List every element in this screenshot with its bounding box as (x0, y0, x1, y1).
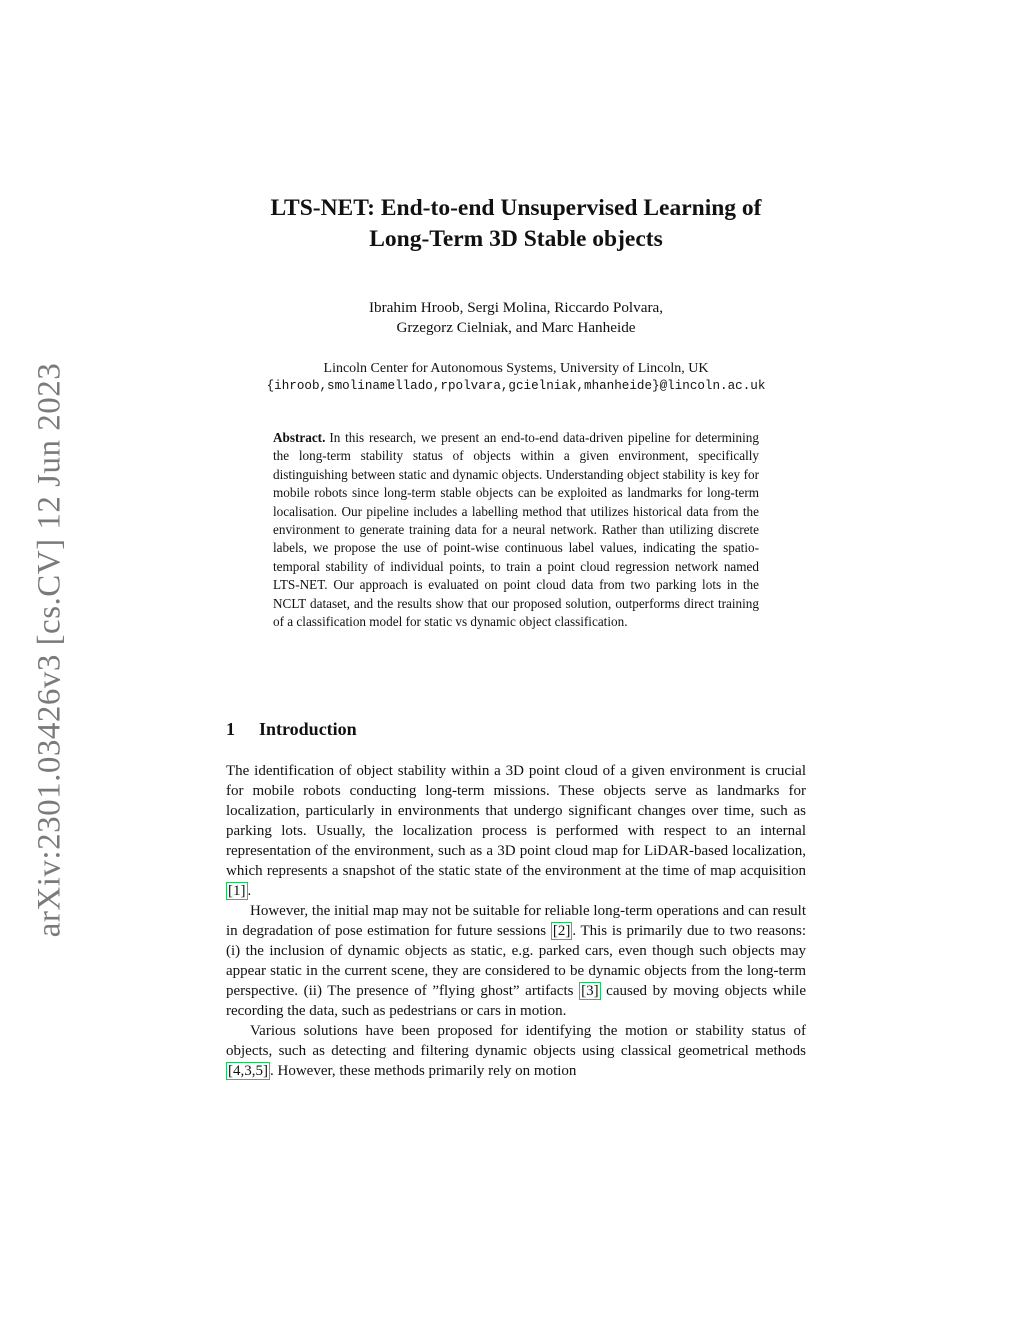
paragraph-3-text-b: . However, these methods primarily rely on motion (270, 1063, 577, 1079)
authors-line-2: Grzegorz Cielniak, and Marc Hanheide (396, 319, 636, 336)
citation-link[interactable]: [3] (581, 983, 599, 999)
introduction-body (226, 761, 806, 1081)
paragraph-2 (226, 901, 806, 1021)
title-line-1: LTS-NET: End-to-end Unsupervised Learning of (270, 195, 762, 221)
title-line-2: Long-Term 3D Stable objects (369, 226, 663, 252)
paragraph-2-text-b: . This is primarily due to two reasons: (i) the inclusion of dynamic objects as static, e.g. parked cars, even though such objects may appear static in the current scene, they are considered to be dynamic objects from the long-term perspective. (ii) The presence of ”flying ghost” artifacts (226, 923, 806, 999)
citation-link[interactable]: [2] (552, 923, 571, 939)
paragraph-2-text-a: However, the initial map may not be suitable for reliable long-term operations and can result in degradation of pose estimation for future sessions (226, 903, 806, 939)
abstract-text: In this research, we present an end-to-end data-driven pipeline for determining the long-term stability status of objects within a given environment, specifically distinguishing between static and dynamic objects. Understanding object stability is key for mobile robots since long-term stable objects can be exploited as landmarks for long-term localisation. Our pipeline includes a labelling method that utilizes historical data from the environment to generate training data for a neural network. Rather than utilizing discrete labels, we propose the use of point-wise continuous label values, indicating the spatio-temporal stability of individual points, to train a point cloud regression network named LTS-NET. Our approach is evaluated on point cloud data from two parking lots in the NCLT dataset, and the results show that our proposed solution, outperforms direct training of a classification model for static vs dynamic object classification. (273, 430, 759, 630)
paragraph-3 (226, 1021, 806, 1081)
paper-title (226, 193, 806, 255)
author-emails: {ihroob,smolinamellado,rpolvara,gcielniak,mhanheide}@lincoln.ac.uk (266, 379, 766, 393)
citation-link[interactable]: [4,3,5] (228, 1063, 268, 1079)
paragraph-2-text-c: caused by moving objects while recording the data, such as pedestrians or cars in motion. (226, 983, 806, 1019)
paper-header (226, 193, 806, 395)
abstract (273, 429, 759, 631)
paragraph-1 (226, 761, 806, 901)
citation-link[interactable]: [1] (228, 883, 246, 899)
section-title: Introduction (259, 719, 357, 739)
abstract-label: Abstract. (273, 430, 326, 445)
author-list (226, 298, 806, 338)
affiliation-block (226, 359, 806, 395)
section-heading (226, 719, 357, 740)
arxiv-side-stamp: arXiv:2301.03426v3 [cs.CV] 12 Jun 2023 (31, 362, 68, 938)
paragraph-1-end: . (247, 883, 252, 899)
affiliation: Lincoln Center for Autonomous Systems, University of Lincoln, UK (323, 361, 709, 376)
paragraph-3-text-a: Various solutions have been proposed for identifying the motion or stability status of objects, such as detecting and filtering dynamic objects using classical geometrical methods (226, 1023, 806, 1059)
paragraph-1-text: The identification of object stability within a 3D point cloud of a given environment is crucial for mobile robots conducting long-term missions. These objects serve as landmarks for localization, particularly in environments that undergo significant changes over time, such as parking lots. Usually, the localization process is performed with respect to an internal representation of the environment, such as a 3D point cloud map for LiDAR-based localization, which represents a snapshot of the static state of the environment at the time of map acquisition (226, 763, 806, 879)
authors-line-1: Ibrahim Hroob, Sergi Molina, Riccardo Polvara, (368, 299, 664, 316)
section-number: 1 (226, 719, 235, 739)
